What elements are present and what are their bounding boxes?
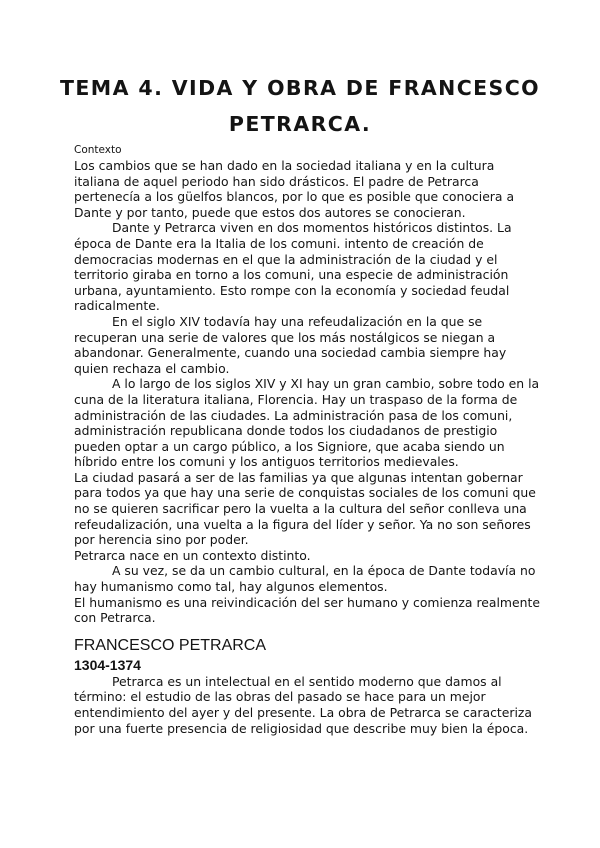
page-title-line-1: TEMA 4. VIDA Y OBRA DE FRANCESCO — [60, 76, 540, 100]
paragraph-petrarca-nace: Petrarca nace en un contexto distinto. — [74, 547, 311, 563]
paragraph-cambio-florencia: A lo largo de los siglos XIV y XI hay un gran cambio, sobre todo en la cuna de la literatura italiana, Florencia. Hay un traspaso de la forma de administración de las ciudades. La administración pasa de los comuni, administración republicana donde todos los ciudadanos de prestigio pueden optar a un cargo público, a los Signiore, que acaba siendo un híbrido entre los comuni y los antiguos territorios medievales. — [74, 376, 540, 470]
paragraph-dante-petrarca: Dante y Petrarca viven en dos momentos históricos distintos. La época de Dante era la Italia de los comuni. intento de creación de democracias modernas en el que la administración de la ciudad y el territorio giraba en torno a los comuni, una especie de administración urbana, ayuntamiento. Esto rompe con la economía y sociedad feudal radicalmente. — [74, 220, 512, 314]
context-label: Contexto — [74, 144, 122, 156]
section-heading: FRANCESCO PETRARCA — [74, 636, 267, 654]
paragraph-siglo-xiv: En el siglo XIV todavía hay una refeudalización en la que se recuperan una serie de valores que los más nostálgicos se niegan a abandonar. Generalmente, cuando una sociedad cambia siempre hay quien rechaza el cambio. — [74, 313, 507, 376]
paragraph-cambio-cultural: A su vez, se da un cambio cultural, en la época de Dante todavía no hay humanismo como tal, hay algunos elementos. — [74, 563, 536, 595]
paragraph-petrarca-intelectual: Petrarca es un intelectual en el sentido moderno que damos al término: el estudio de las obras del pasado se hace para un mejor entendimiento del ayer y del presente. La obra de Petrarca se caracteriza por una fuerte presencia de religiosidad que describe muy bien la época. — [74, 673, 533, 736]
paragraph-humanismo: El humanismo es una reivindicación del ser humano y comienza realmente con Petrarca. — [74, 594, 540, 626]
paragraph-cambios: Los cambios que se han dado en la sociedad italiana y en la cultura italiana de aquel periodo han sido drásticos. El padre de Petrarca pertenecía a los güelfos blancos, por lo que es posible que conociera a Dante y por tanto, puede que estos dos autores se conocieran. — [74, 158, 515, 220]
document-body — [74, 143, 544, 736]
page-title-line-2: PETRARCA. — [228, 112, 372, 136]
paragraph-ciudad-familias: La ciudad pasará a ser de las familias ya que algunas intentan gobernar para todos ya que hay una serie de conquistas sociales de los comuni que no se quieren sacrificar pero la vuelta a la cultura del señor conlleva una refeudalización, una vuelta a la figura del líder y señor. Ya no son señores por herencia sino por poder. — [74, 469, 536, 548]
section-dates: 1304-1374 — [74, 656, 141, 673]
